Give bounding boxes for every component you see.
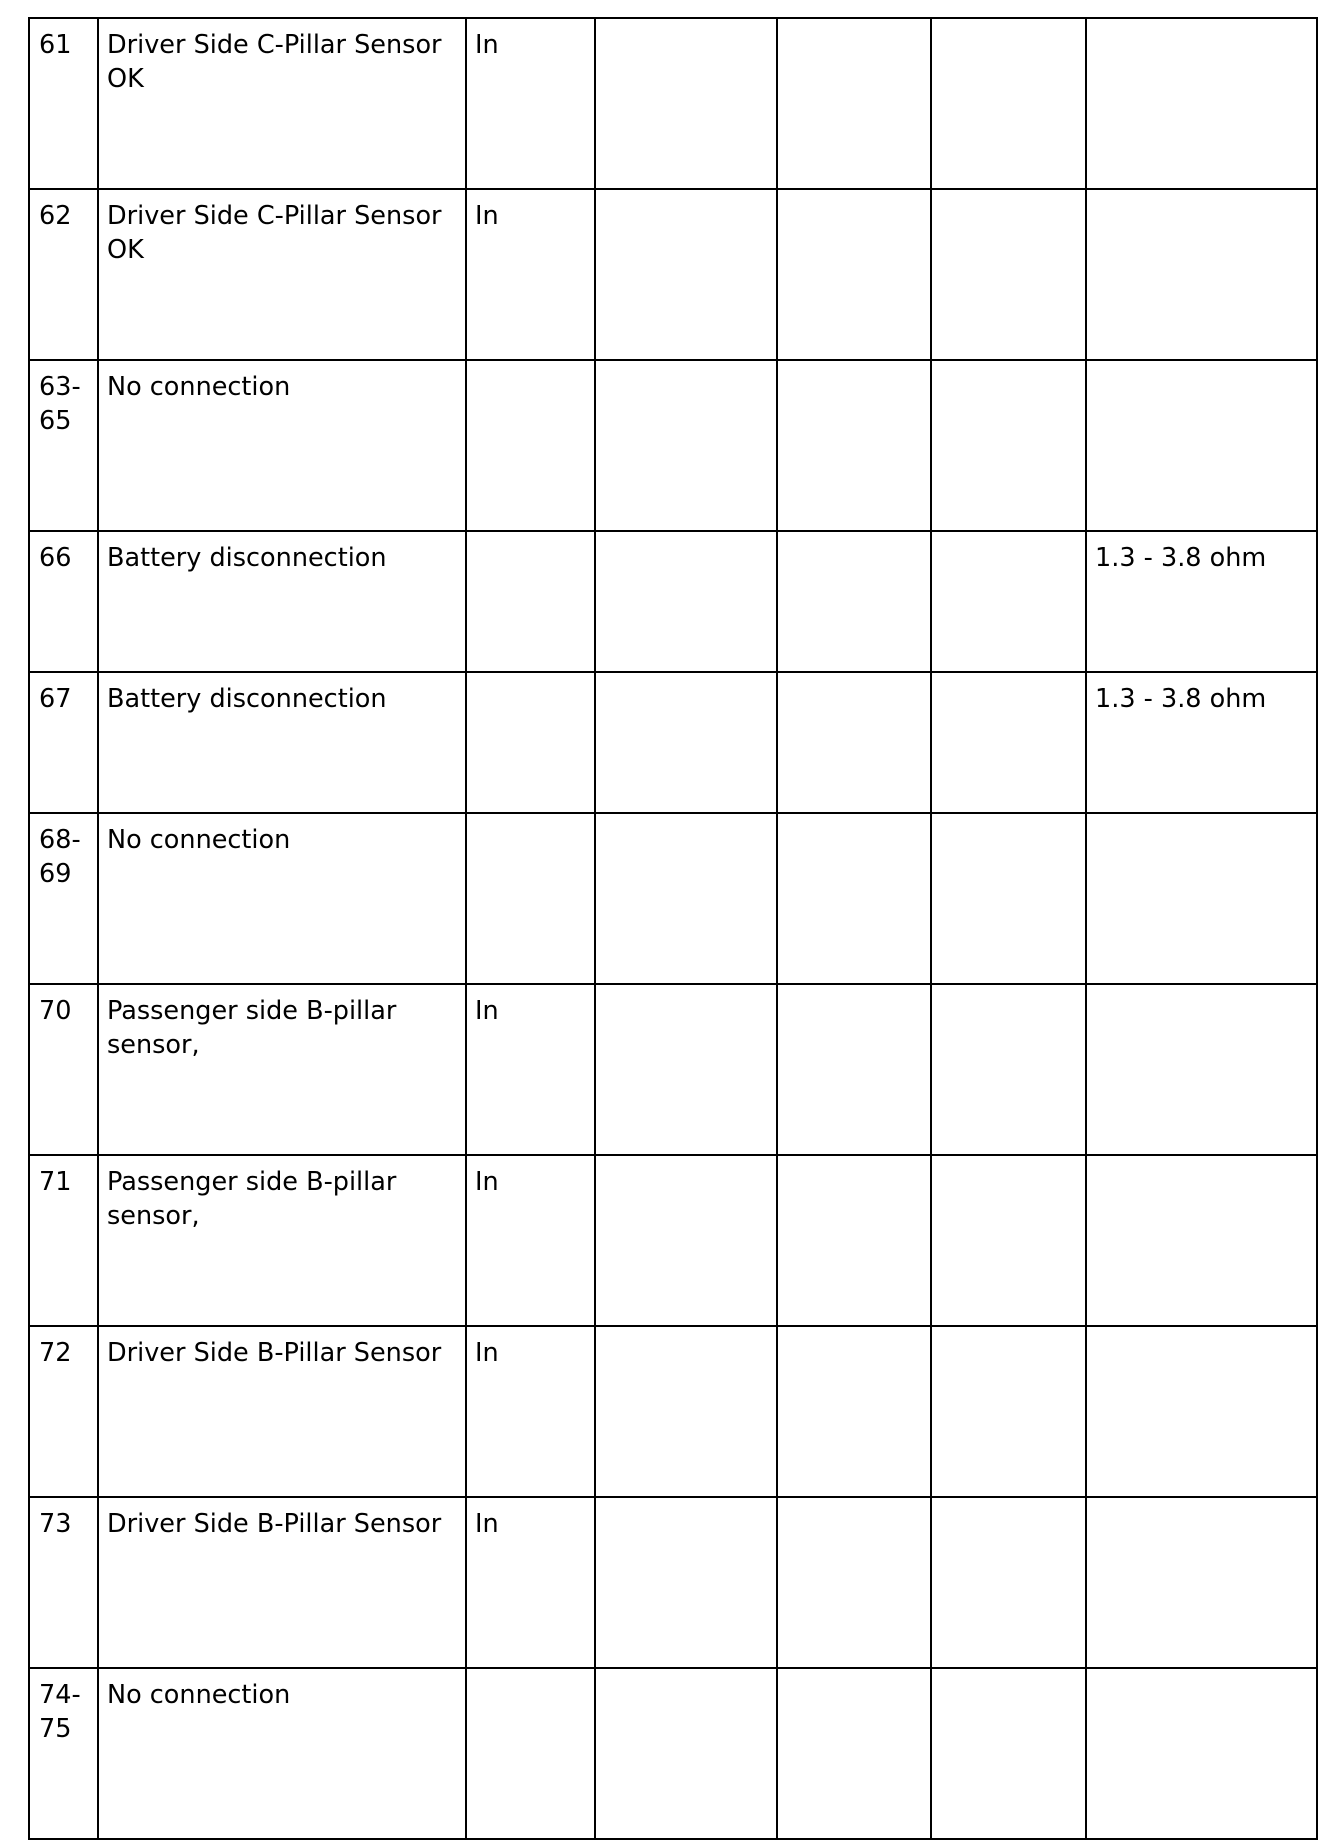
empty-cell — [931, 813, 1086, 984]
table-row — [29, 1155, 1317, 1326]
pin-cell: 66 — [29, 531, 98, 672]
pin-cell: 70 — [29, 984, 98, 1155]
empty-cell — [595, 813, 777, 984]
table-row — [29, 984, 1317, 1155]
empty-cell — [777, 1326, 931, 1497]
empty-cell — [931, 1497, 1086, 1668]
table-row — [29, 360, 1317, 531]
empty-cell — [931, 1668, 1086, 1839]
direction-cell: In — [466, 984, 595, 1155]
table-row — [29, 189, 1317, 360]
description-cell: No connection — [98, 1668, 466, 1839]
empty-cell — [931, 1326, 1086, 1497]
direction-cell — [466, 360, 595, 531]
pin-cell: 63-65 — [29, 360, 98, 531]
empty-cell — [595, 189, 777, 360]
pin-assignment-table — [28, 17, 1318, 1840]
value-cell — [1086, 1497, 1317, 1668]
description-cell: No connection — [98, 813, 466, 984]
pin-cell: 67 — [29, 672, 98, 813]
table-row — [29, 1668, 1317, 1839]
description-cell: Driver Side C-Pillar Sensor OK — [98, 18, 466, 189]
value-cell: 1.3 - 3.8 ohm — [1086, 531, 1317, 672]
table-row — [29, 813, 1317, 984]
direction-cell — [466, 672, 595, 813]
empty-cell — [595, 1497, 777, 1668]
description-cell: No connection — [98, 360, 466, 531]
direction-cell: In — [466, 1155, 595, 1326]
value-cell — [1086, 1326, 1317, 1497]
value-cell — [1086, 360, 1317, 531]
empty-cell — [595, 18, 777, 189]
description-cell: Battery disconnection — [98, 531, 466, 672]
empty-cell — [777, 18, 931, 189]
table-row — [29, 672, 1317, 813]
empty-cell — [595, 531, 777, 672]
value-cell — [1086, 1155, 1317, 1326]
empty-cell — [777, 1668, 931, 1839]
table-row — [29, 531, 1317, 672]
direction-cell — [466, 1668, 595, 1839]
empty-cell — [595, 672, 777, 813]
empty-cell — [595, 1668, 777, 1839]
description-cell: Passenger side B-pillar sensor, — [98, 984, 466, 1155]
pin-cell: 71 — [29, 1155, 98, 1326]
empty-cell — [595, 360, 777, 531]
description-cell: Battery disconnection — [98, 672, 466, 813]
empty-cell — [777, 531, 931, 672]
value-cell — [1086, 984, 1317, 1155]
direction-cell — [466, 531, 595, 672]
table-row — [29, 1497, 1317, 1668]
empty-cell — [931, 18, 1086, 189]
description-cell: Driver Side B-Pillar Sensor — [98, 1497, 466, 1668]
pin-cell: 61 — [29, 18, 98, 189]
empty-cell — [777, 984, 931, 1155]
table-body — [29, 18, 1317, 1839]
value-cell: 1.3 - 3.8 ohm — [1086, 672, 1317, 813]
value-cell — [1086, 1668, 1317, 1839]
description-cell: Driver Side B-Pillar Sensor — [98, 1326, 466, 1497]
direction-cell — [466, 813, 595, 984]
value-cell — [1086, 813, 1317, 984]
direction-cell: In — [466, 18, 595, 189]
pin-cell: 72 — [29, 1326, 98, 1497]
description-cell: Driver Side C-Pillar Sensor OK — [98, 189, 466, 360]
pin-cell: 74-75 — [29, 1668, 98, 1839]
direction-cell: In — [466, 1326, 595, 1497]
empty-cell — [777, 672, 931, 813]
empty-cell — [777, 813, 931, 984]
direction-cell: In — [466, 1497, 595, 1668]
pin-cell: 68-69 — [29, 813, 98, 984]
empty-cell — [777, 1155, 931, 1326]
empty-cell — [777, 1497, 931, 1668]
table-row — [29, 18, 1317, 189]
description-cell: Passenger side B-pillar sensor, — [98, 1155, 466, 1326]
empty-cell — [595, 984, 777, 1155]
value-cell — [1086, 189, 1317, 360]
empty-cell — [777, 360, 931, 531]
empty-cell — [931, 672, 1086, 813]
empty-cell — [931, 984, 1086, 1155]
empty-cell — [931, 360, 1086, 531]
empty-cell — [931, 189, 1086, 360]
empty-cell — [595, 1155, 777, 1326]
value-cell — [1086, 18, 1317, 189]
pin-cell: 73 — [29, 1497, 98, 1668]
empty-cell — [777, 189, 931, 360]
table-row — [29, 1326, 1317, 1497]
pin-cell: 62 — [29, 189, 98, 360]
empty-cell — [931, 531, 1086, 672]
empty-cell — [931, 1155, 1086, 1326]
direction-cell: In — [466, 189, 595, 360]
empty-cell — [595, 1326, 777, 1497]
